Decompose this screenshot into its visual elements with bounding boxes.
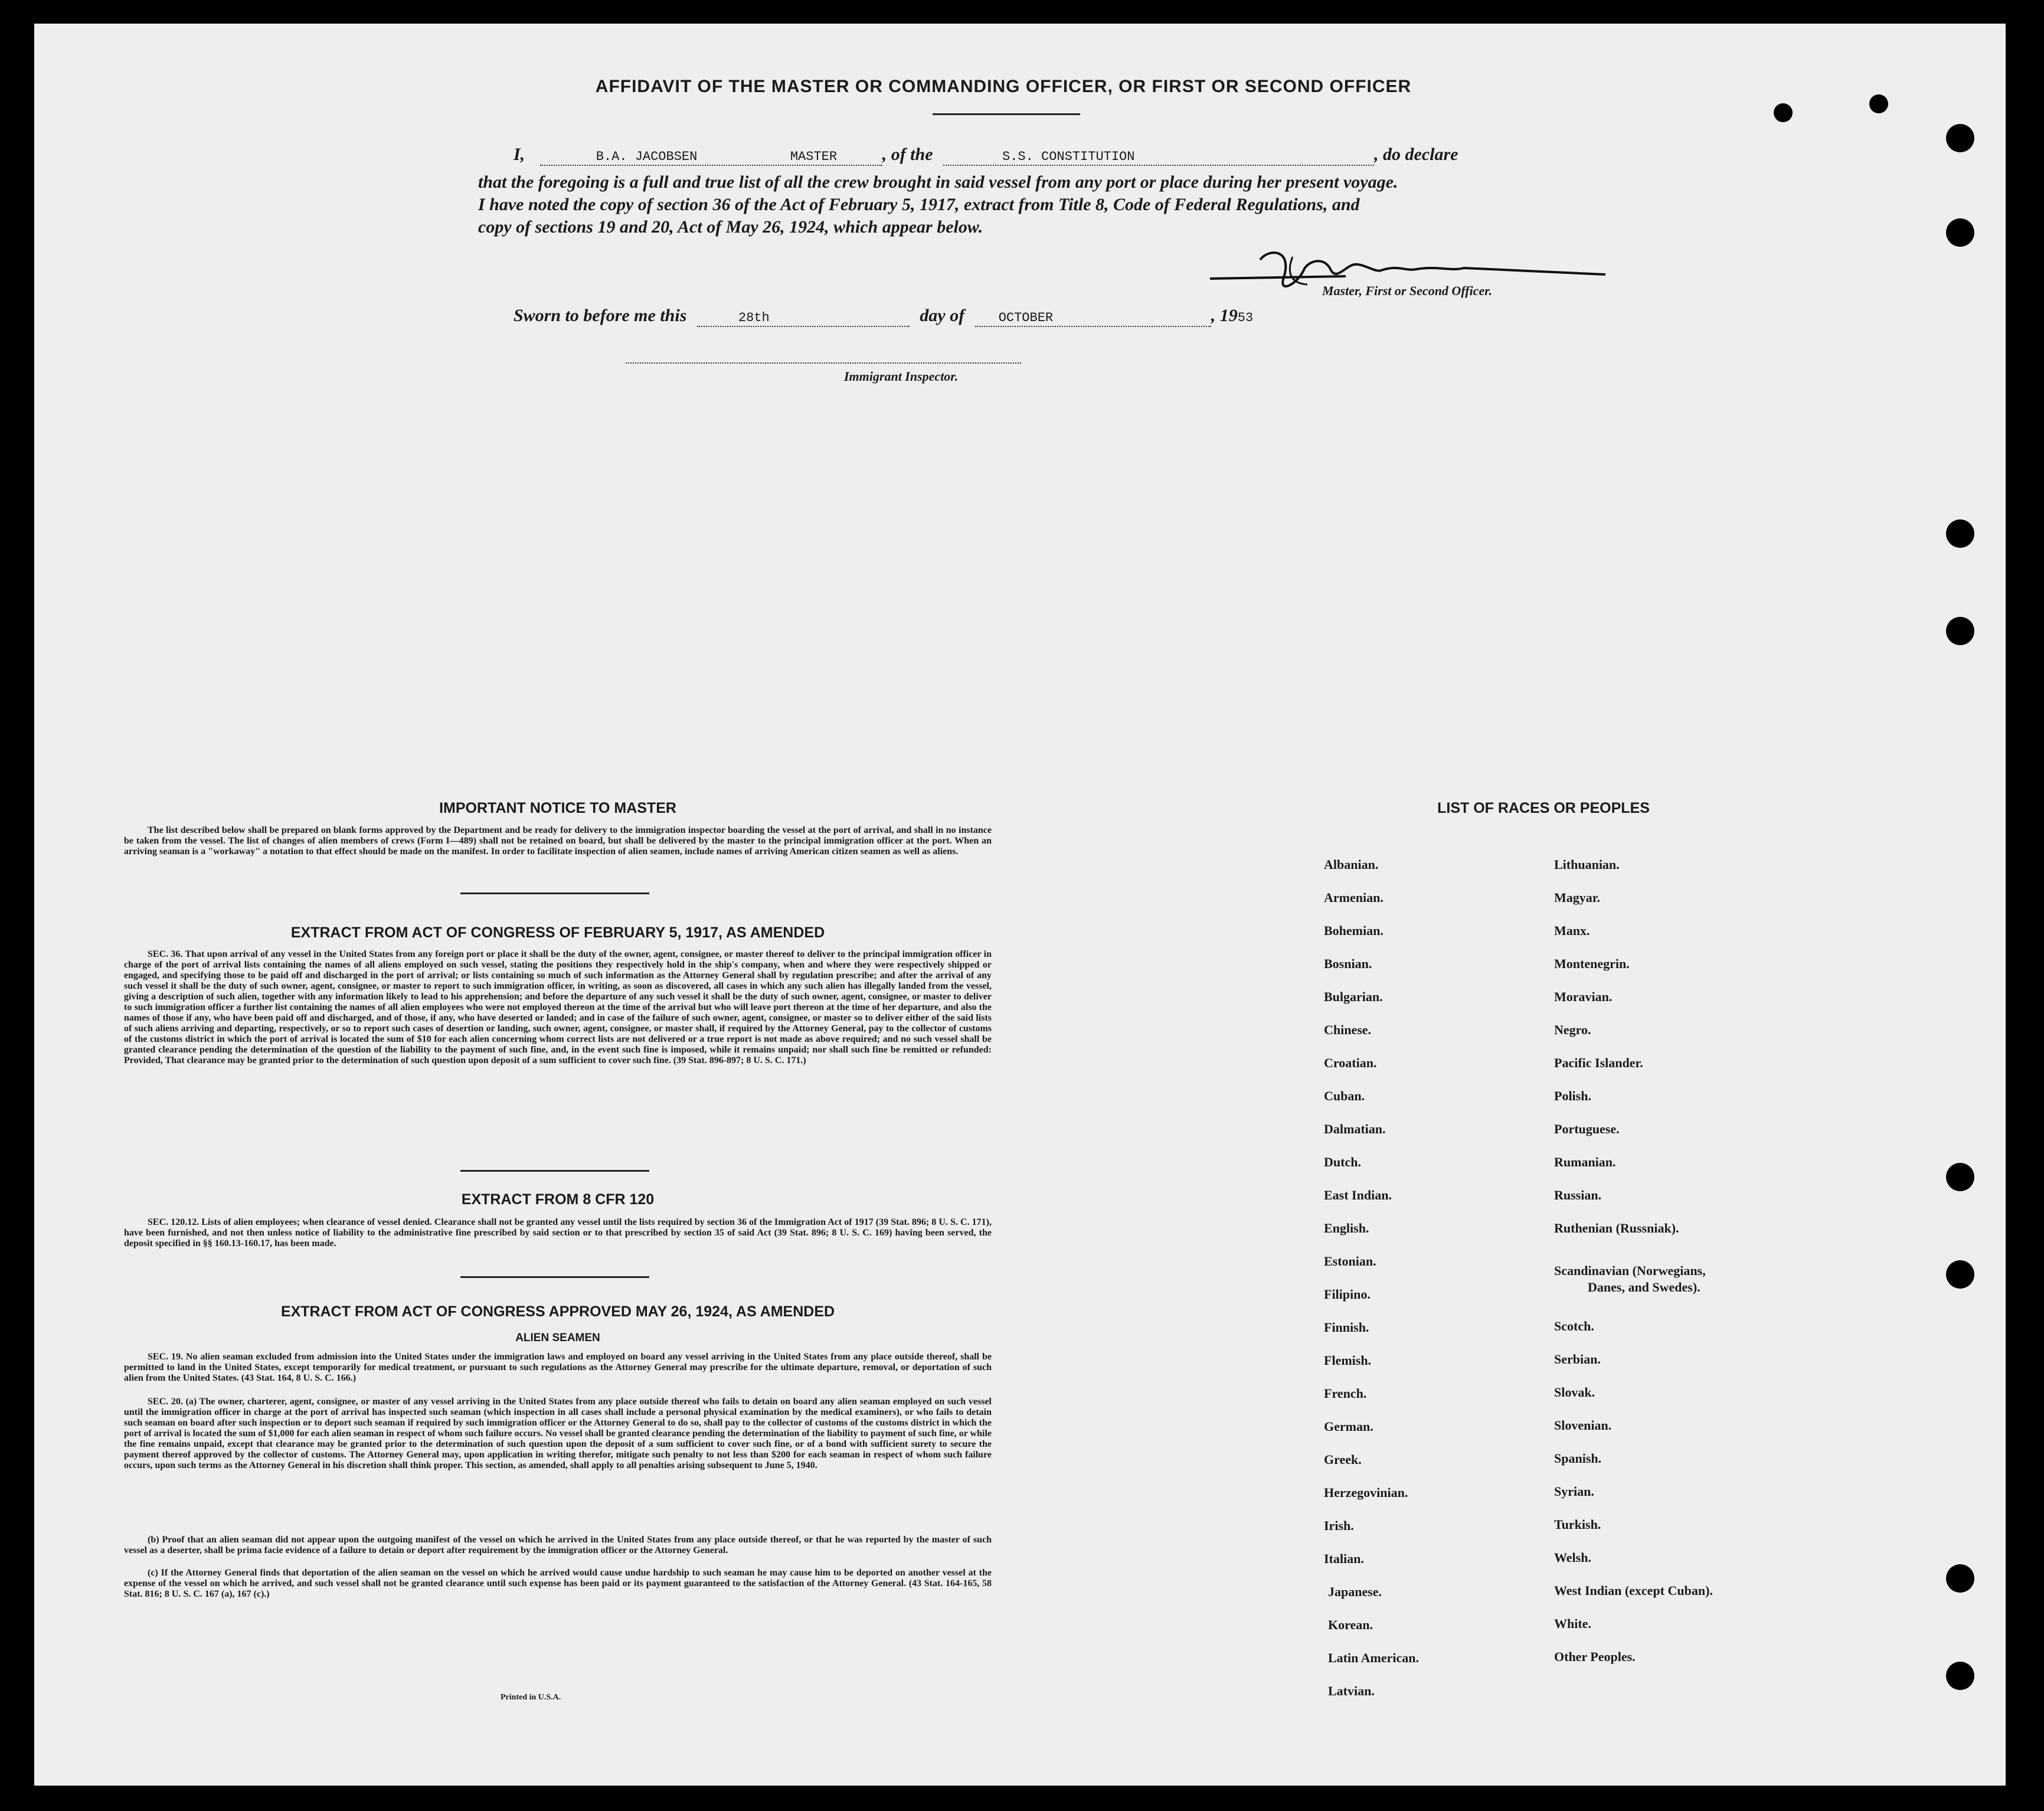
race-item: Greek.: [1324, 1452, 1362, 1467]
punch-hole: [1946, 1564, 1974, 1593]
race-item: Chinese.: [1324, 1022, 1372, 1037]
race-item: Bosnian.: [1324, 956, 1372, 971]
race-item: German.: [1324, 1419, 1373, 1434]
sworn-label: Sworn to before me this: [514, 306, 687, 325]
master-rank: MASTER: [790, 149, 838, 164]
sec20b-body: (b) Proof that an alien seaman did not appear upon the outgoing manifest of the vessel on which he arrived in the United States from any place outside thereof, or that he was reported by the master of such vessel as a deserter, shall be prima facie evidence of a failure to detain or deport after requirement by the immigration officer or the Attorney General.: [124, 1535, 992, 1555]
master-name-field: [540, 145, 882, 166]
race-item: Flemish.: [1324, 1353, 1372, 1368]
declaration-line-1: [514, 145, 1576, 166]
sec19-body: SEC. 19. No alien seaman excluded from admission into the United States under the immigration laws and employed on board any vessel arriving in the United States from any place outside thereof, shall be permitted to land in the United States, except temporarily for medical treatment, or pursuant to such regulations as the Attorney General may prescribe for the ultimate departure, removal, or deportation of such alien from the United States. (43 Stat. 164, 8 U. S. C. 166.): [124, 1352, 992, 1383]
race-item: East Indian.: [1324, 1188, 1392, 1202]
race-item: Rumanian.: [1554, 1155, 1616, 1169]
extract-1924-title: EXTRACT FROM ACT OF CONGRESS APPROVED MAY 26, 1924, AS AMENDED: [280, 1303, 835, 1320]
punch-hole: [1946, 1662, 1974, 1690]
punch-hole: [1946, 1260, 1974, 1289]
vessel-field: [943, 145, 1374, 166]
title-divider: [933, 113, 1080, 115]
day-of-label: day of: [920, 306, 965, 325]
race-item: Cuban.: [1324, 1088, 1365, 1103]
race-item: Polish.: [1554, 1088, 1591, 1103]
race-item: Portuguese.: [1554, 1122, 1620, 1136]
race-item: Bohemian.: [1324, 923, 1384, 938]
punch-hole: [1946, 218, 1974, 247]
race-item: Manx.: [1554, 923, 1590, 938]
race-item: West Indian (except Cuban).: [1554, 1583, 1713, 1598]
do-declare-label: , do declare: [1374, 145, 1458, 164]
sec20a-body: SEC. 20. (a) The owner, charterer, agent, consignee, or master of any vessel arriving in the United States from any place outside thereof who fails to detain on board any alien seaman employed on such vessel until the immigration officer in charge at the port of arrival has inspected such seaman (which inspection in all cases shall include a personal physical examination by the medical examiners), or who fails to detain such seaman on board after such inspection or to deport such seaman if required by such immigration officer or the Attorney General to do so, shall pay to the collector of customs of the customs district in which the port of arrival is located the sum of $1,000 for each alien seaman in respect of whom such failure occurs. No vessel shall be granted clearance pending the determination of the liability to payment of such fine, or while the fine remains unpaid, except that clearance may be granted prior to the determination of such question upon the deposit of a sum sufficient to cover such fine, or of a bond with sufficient surety to secure the payment thereof approved by the collector of customs. The Attorney General may, upon application in writing therefor, mitigate such penalty to not less than $200 for each seaman in respect of whom such failure occurs, upon such terms as the Attorney General in his discretion shall think proper. This section, as amended, shall apply to all penalties arising subsequent to June 5, 1940.: [124, 1397, 992, 1470]
race-item: Ruthenian (Russniak).: [1554, 1221, 1679, 1235]
race-item: Dutch.: [1324, 1155, 1361, 1169]
race-item: Magyar.: [1554, 890, 1601, 905]
race-item: Albanian.: [1324, 857, 1379, 872]
race-item: White.: [1554, 1616, 1591, 1631]
race-item: Japanese.: [1328, 1584, 1382, 1599]
punch-hole: [1946, 124, 1974, 152]
race-item: Slovenian.: [1554, 1418, 1612, 1433]
extract-cfr-title: EXTRACT FROM 8 CFR 120: [461, 1191, 655, 1208]
declaration-line-4: copy of sections 19 and 20, Act of May 26, 1924, which appear below.: [478, 217, 983, 237]
race-item: Irish.: [1324, 1518, 1354, 1533]
race-item: Italian.: [1324, 1551, 1364, 1566]
sworn-line: [514, 306, 1399, 327]
race-item: Spanish.: [1554, 1451, 1602, 1466]
race-item: English.: [1324, 1221, 1369, 1235]
race-item: Turkish.: [1554, 1517, 1601, 1532]
race-item: Filipino.: [1324, 1287, 1371, 1302]
race-item: Korean.: [1328, 1617, 1373, 1632]
divider: [460, 1276, 649, 1278]
race-item: Syrian.: [1554, 1484, 1594, 1499]
race-item: Latin American.: [1328, 1650, 1419, 1665]
race-item: Croatian.: [1324, 1055, 1377, 1070]
vessel-name: S.S. CONSTITUTION: [1002, 149, 1135, 164]
signature-caption: Master, First or Second Officer.: [1322, 283, 1493, 298]
race-item: Latvian.: [1328, 1683, 1375, 1698]
of-the-label: , of the: [882, 145, 933, 164]
race-item: Russian.: [1554, 1188, 1602, 1202]
divider: [460, 1170, 649, 1172]
race-item: Armenian.: [1324, 890, 1384, 905]
notice-title: IMPORTANT NOTICE TO MASTER: [439, 800, 676, 816]
race-item: Danes, and Swedes).: [1588, 1280, 1700, 1294]
race-item: Estonian.: [1324, 1254, 1376, 1269]
printed-in-usa: Printed in U.S.A.: [501, 1693, 561, 1702]
inspector-signature-line: [626, 362, 1021, 364]
race-item: Scotch.: [1554, 1319, 1594, 1333]
punch-hole: [1946, 519, 1974, 548]
document-page: [34, 24, 2006, 1786]
punch-hole: [1774, 103, 1793, 122]
race-item: French.: [1324, 1386, 1367, 1401]
races-title: LIST OF RACES OR PEOPLES: [1437, 800, 1650, 816]
race-item: Pacific Islander.: [1554, 1055, 1643, 1070]
punch-hole: [1946, 1163, 1974, 1191]
sworn-month: OCTOBER: [998, 310, 1054, 325]
i-label: I,: [514, 145, 525, 164]
affidavit-title: AFFIDAVIT OF THE MASTER OR COMMANDING OFFICER, OR FIRST OR SECOND OFFICER: [595, 77, 1412, 96]
sworn-day-field: [697, 306, 910, 327]
notice-body: The list described below shall be prepared on blank forms approved by the Department and be ready for delivery to the immigration inspector boarding the vessel at the port of arrival, and shall in no instance be taken from the vessel. The list of changes of alien members of crews (Form I—489) shall not be retained on board, but shall be delivered by the master to the principal immigration officer at the port. When an arriving seaman is a "workaway" a notation to that effect should be made on the manifest. In order to facilitate inspection of alien seamen, include names of arriving American citizen seamen as well as aliens.: [124, 825, 992, 857]
race-item: Slovak.: [1554, 1385, 1595, 1400]
race-item: Bulgarian.: [1324, 989, 1383, 1004]
race-item: Welsh.: [1554, 1550, 1591, 1565]
extract-1917-body: SEC. 36. That upon arrival of any vessel in the United States from any foreign port or place it shall be the duty of the owner, agent, consignee, or master thereof to deliver to the principal immigration officer in charge of the port of arrival lists containing the names of all aliens employed on such vessel, stating the positions they respectively hold in the ship's company, when and where they were respectively shipped or engaged, and specifying those to be paid off and discharged in the port of arrival; or lists containing so much of such information as the Attorney General shall by regulation prescribe; and after the arrival of any such vessel it shall be the duty of such owner, agent, consignee, or master to report to such immigration officer, in writing, as soon as discovered, all cases in which any such alien has illegally landed from the vessel, giving a description of such alien, together with any information likely to lead to his apprehension; and before the departure of any such vessel it shall be the duty of such owner, agent, consignee, or master to deliver to such immigration officer a further list containing the names of all alien employees who were not employed thereon at the time of the arrival but who will leave port thereon at the time of her departure, and also the names of those if any, who have been paid off and discharged, and of those, if any, who have deserted or landed; and in case of the failure of such owner, agent, consignee, or master so to deliver either of the said lists of such aliens arriving and departing, respectively, or so to report such cases of desertion or landing, such owner, agent, consignee, or master shall, if required by the Attorney General, pay to the collector of customs of the customs district in which the port of arrival is located the sum of $10 for each alien concerning whom correct lists are not delivered or a true report is not made as above required; and no such vessel shall be granted clearance pending the determination of the question of the liability to the payment of such fine, and, in the event such fine is imposed, while it remains unpaid; nor shall such fine be remitted or refunded: Provided, That clearance may be granted prior to the determination of such question upon deposit of a sum sufficient to cover such fine. (39 Stat. 896-897; 8 U. S. C. 171.): [124, 949, 992, 1065]
race-item: Lithuanian.: [1554, 857, 1620, 872]
punch-hole: [1946, 617, 1974, 645]
race-item: Finnish.: [1324, 1320, 1369, 1335]
race-item: Negro.: [1554, 1022, 1591, 1037]
race-item: Dalmatian.: [1324, 1122, 1386, 1136]
race-item: Other Peoples.: [1554, 1649, 1636, 1664]
declaration-line-3: I have noted the copy of section 36 of the Act of February 5, 1917, extract from Title 8, Code of Federal Regulations, and: [478, 195, 1360, 214]
inspector-caption: Immigrant Inspector.: [844, 369, 959, 384]
sec20c-body: (c) If the Attorney General finds that deportation of the alien seaman on the vessel on which he arrived would cause undue hardship to such seaman he may cause him to be deported on another vessel at the expense of the vessel on which he arrived, and such vessel shall not be granted clearance until such expense has been paid or its payment guaranteed to the satisfaction of the Attorney General. (43 Stat. 164-165, 58 Stat. 816; 8 U. S. C. 167 (a), 167 (c).): [124, 1568, 992, 1599]
declaration-line-2: that the foregoing is a full and true list of all the crew brought in said vessel from any port or place during her present voyage.: [478, 172, 1398, 192]
race-item: Serbian.: [1554, 1352, 1601, 1367]
year-prefix: , 19: [1211, 306, 1238, 325]
race-item: Montenegrin.: [1554, 956, 1630, 971]
race-item: Scandinavian (Norwegians,: [1554, 1263, 1706, 1278]
divider: [460, 893, 649, 894]
race-item: Moravian.: [1554, 989, 1613, 1004]
sworn-year: 53: [1237, 310, 1254, 325]
extract-1924-subtitle: ALIEN SEAMEN: [515, 1332, 600, 1344]
sworn-month-field: [975, 306, 1211, 327]
extract-1917-title: EXTRACT FROM ACT OF CONGRESS OF FEBRUARY 5, 1917, AS AMENDED: [290, 924, 825, 941]
race-item: Herzegovinian.: [1324, 1485, 1408, 1500]
extract-cfr-body: SEC. 120.12. Lists of alien employees; when clearance of vessel denied. Clearance shall not be granted any vessel until the lists required by section 36 of the Immigration Act of 1917 (39 Stat. 896; 8 U. S. C. 171), have been furnished, and not then unless notice of liability to the administrative fine prescribed by said section or to that prescribed by section 35 of said Act (39 Stat. 896; 8 U. S. C. 169) having been served, the deposit specified in §§ 160.13-160.17, has been made.: [124, 1217, 992, 1248]
punch-hole: [1869, 94, 1888, 113]
master-name: B.A. JACOBSEN: [596, 149, 698, 164]
sworn-day: 28th: [738, 310, 770, 325]
